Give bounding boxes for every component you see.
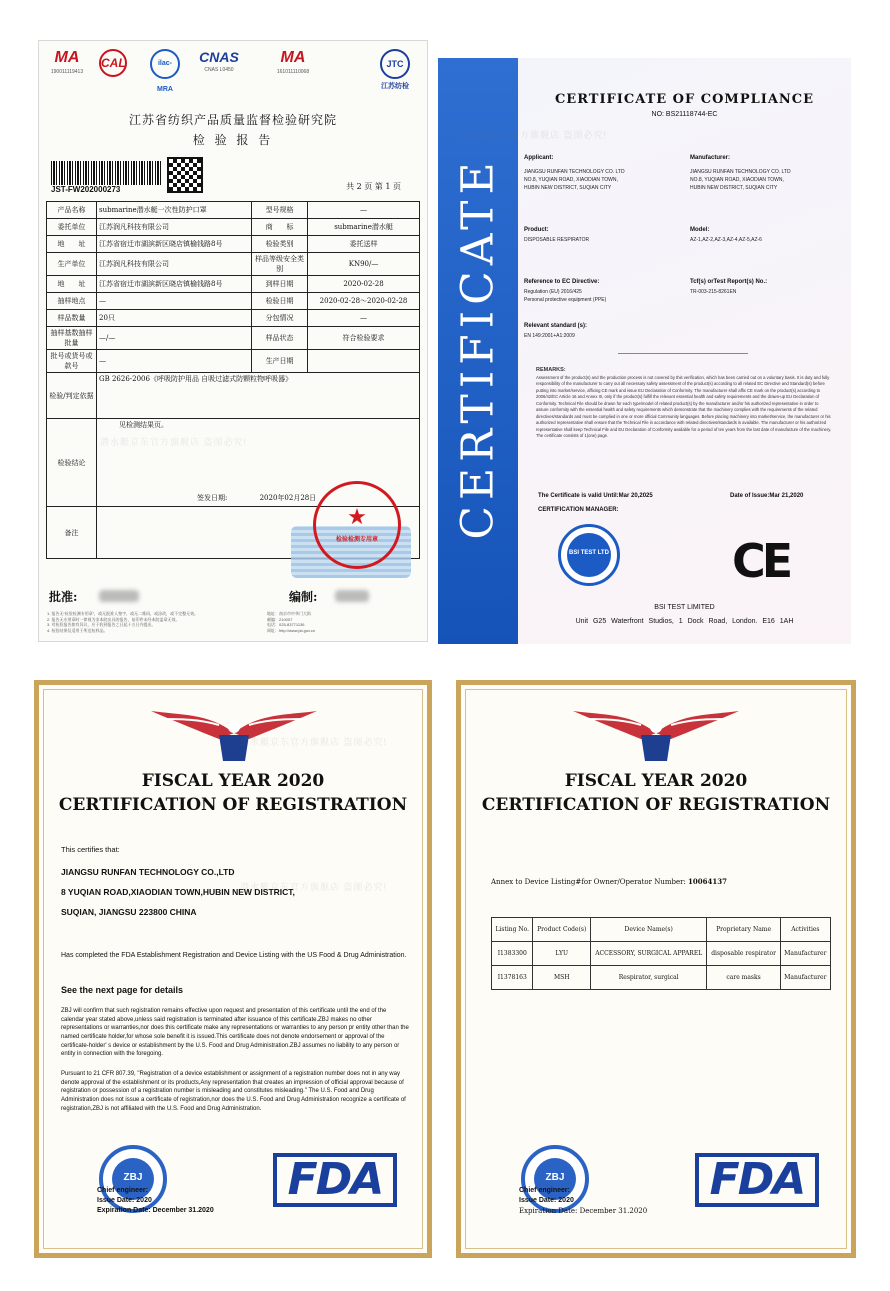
cell: ACCESSORY, SURGICAL APPAREL <box>590 942 706 966</box>
issue-date: Issue Date: 2020 <box>97 1197 152 1204</box>
owner-number: 10064137 <box>688 877 727 886</box>
model-block: Model: AZ-1,AZ-2,AZ-3,AZ-4,AZ-5,AZ-6 <box>690 227 762 243</box>
institute-name: 江苏省纺织产品质量监督检验研究院 <box>128 113 337 127</box>
blurred-signature-2 <box>335 590 369 602</box>
red-stamp: ★ 检验检测专用章 <box>313 481 401 569</box>
table-header-row <box>492 918 831 942</box>
issue-date: Issue Date: 2020 <box>519 1197 574 1204</box>
manager-label: CERTIFICATION MANAGER: <box>538 507 619 513</box>
issue-date: Date of Issue:Mar 21,2020 <box>730 493 804 499</box>
cell: disposable respirator <box>707 942 780 966</box>
ilac-logo: ilac-MRA <box>145 49 185 79</box>
table-row <box>47 310 420 327</box>
table-row <box>47 293 420 310</box>
valid-until: The Certificate is valid Until:Mar 20,2025 <box>538 493 653 499</box>
field-label: 样品等级安全类别 <box>252 253 308 276</box>
ce-title: CERTIFICATE OF COMPLIANCE <box>554 92 815 107</box>
sign-date: 2020年02月28日 <box>259 494 317 502</box>
field-value: 江苏润凡科技有限公司 <box>97 219 252 236</box>
cell: I1383300 <box>492 942 533 966</box>
see-next-page: See the next page for details <box>61 985 184 995</box>
zbj-seal: ZBJ <box>521 1145 589 1213</box>
field-value: 江苏省宿迁市湖滨新区晓店镇榆钱路8号 <box>97 236 252 253</box>
table-row <box>492 966 831 990</box>
test-report-block: Tcf(s) orTest Report(s) No.: TR-003-215-8261EN <box>690 279 768 295</box>
field-label: 产品名称 <box>47 202 97 219</box>
certificate-title: CERTIFICATION OF REGISTRATION <box>58 795 408 815</box>
cell: care masks <box>707 966 780 990</box>
field-value: submarine潜水艇 <box>308 219 420 236</box>
conclusion-label: 检验结论 <box>47 419 97 507</box>
field-value: KN90/— <box>308 253 420 276</box>
cal-logo: CAL <box>95 49 131 77</box>
ma-logo-2: MA 161011110068 <box>276 49 310 75</box>
col-activities: Activities <box>780 918 830 942</box>
field-value: — <box>308 310 420 327</box>
paragraph-1: ZBJ will confirm that such registration remains effective upon request and presentation of this certificate until the end of the calendar year stated above,unless said registration is terminated after issuance of this certificate.ZBJ makes no other representations or warranties,nor does this certificate make any representations or warranties to any person pr entity other than the named certificate holder,for whose sole benefit it is issued.This certificate does not denote endorsement or approval of the certificate-holder' s device or establishment by the U.S. Food and Drug Administration.ZBJ assumes no liability to any person or entity in connection with the foregoing. <box>61 1008 409 1058</box>
eagle-emblem <box>149 703 319 765</box>
engineer-label: Chief engineer: <box>519 1187 570 1194</box>
cell: MSH <box>533 966 590 990</box>
table-row <box>47 373 420 419</box>
field-label: 生产单位 <box>47 253 97 276</box>
approve-label: 批准: <box>49 590 78 604</box>
field-label: 分包情况 <box>252 310 308 327</box>
annex-line: Annex to Device Listing#for Owner/Operator Number: 10064137 <box>491 877 727 886</box>
manufacturer-block: Manufacturer: JIANGSU RUNFAN TECHNOLOGY CO. LTD NO.8, YUQIAN ROAD, XIAODIAN TOWN, HUBIN NEW DISTRICT, SUQIAN CITY <box>690 155 791 191</box>
field-value: 委托送样 <box>308 236 420 253</box>
table-row <box>492 942 831 966</box>
fda-certificate <box>34 680 432 1258</box>
col-product-code: Product Code(s) <box>533 918 590 942</box>
cell: Manufacturer <box>780 966 830 990</box>
accreditation-logos <box>47 49 421 97</box>
applicant-block: Applicant: JIANGSU RUNFAN TECHNOLOGY CO. LTD NO.8, YUQIAN ROAD, XIAODIAN TOWN, HUBIN NEW DISTRICT, SUQIAN CITY <box>524 155 625 191</box>
field-value: 江苏省宿迁市湖滨新区晓店镇榆钱路8号 <box>97 276 252 293</box>
table-row <box>47 350 420 373</box>
table-row <box>47 236 420 253</box>
conclusion-value: 见检测结果页。 <box>119 421 168 429</box>
field-label: 检验类别 <box>252 236 308 253</box>
field-value: 20只 <box>97 310 252 327</box>
company-address-1: 8 YUQIAN ROAD,XIAODIAN TOWN,HUBIN NEW DISTRICT, <box>61 887 295 897</box>
edit-label: 编制: <box>289 590 318 604</box>
report-number: JST-FW202000273 <box>51 185 121 194</box>
directive-block: Reference to EC Directive: Regulation (EU) 2016/425 Personal protective equipment (PPE) <box>524 279 607 303</box>
remark-label: 备注 <box>47 507 97 559</box>
lab-name: BSI TEST LIMITED <box>654 604 715 611</box>
bsi-seal: BSI TEST LTD <box>558 524 620 586</box>
device-listing-table <box>491 917 831 990</box>
field-value: —/— <box>97 327 252 350</box>
product-block: Product: DISPOSABLE RESPIRATOR <box>524 227 590 243</box>
basis-value: GB 2626-2006《呼吸防护用品 自吸过滤式防颗粒物呼吸器》 <box>97 373 420 419</box>
ce-mark: CE <box>732 534 790 588</box>
table-row <box>47 253 420 276</box>
cell: LYU <box>533 942 590 966</box>
field-label: 批号或货号或款号 <box>47 350 97 373</box>
field-label: 生产日期 <box>252 350 308 373</box>
field-value: — <box>97 350 252 373</box>
field-label: 地 址 <box>47 236 97 253</box>
field-label: 地 址 <box>47 276 97 293</box>
cell: Manufacturer <box>780 942 830 966</box>
barcode <box>51 161 161 185</box>
field-value: — <box>308 202 420 219</box>
cnas-logo: CNAS CNAS L0450 <box>199 49 239 73</box>
field-value: submarine潜水艇一次性防护口罩 <box>97 202 252 219</box>
basis-label: 检验/判定依据 <box>47 373 97 419</box>
test-report-document <box>38 40 428 642</box>
company-name: JIANGSU RUNFAN TECHNOLOGY CO.,LTD <box>61 867 235 877</box>
report-footer: 1. 报告无“检验检测专用章”，或无批准人签字，或无二维码，或涂改，或不完整无效。 2. 报告无专用章时一律视为非本院出具的报告，复印件未经本院盖章无效。 3. 对检验报告如有异议，应于收到报告之日起十五日内提出。 4. 检验结果仅适用于所送检样品。 地址：南京市中华门大街 邮编：210007 电话：025-83771136 网址：http://www.jst.gov.cn <box>47 611 316 633</box>
expiration-date: Expiration Date: December 31.2020 <box>519 1207 648 1215</box>
paragraph-2: Pursuant to 21 CFR 807.39, "Registration of a device establishment or assignment of a registration number does not in any way denote approval of the establishment or its products,Any representation that creates an impression of official approval because of registration or possession of a registration number is misleading and constitutes misleading." The U.S. Food and Drug Administration does not issue a certificate of registration,nor does the U.S. Food and Drug Administration recognize a certificate of registration,ZBJ is not affiliated with the U.S. Food and Drug Administration. <box>61 1071 406 1112</box>
table-row <box>47 219 420 236</box>
field-value: 2020-02-28～2020-02-28 <box>308 293 420 310</box>
field-label: 抽样基数抽样批量 <box>47 327 97 350</box>
cell: I1378163 <box>492 966 533 990</box>
ma-logo: MA 190011119413 <box>50 49 84 75</box>
company-address-2: SUQIAN, JIANGSU 223800 CHINA <box>61 907 197 917</box>
engineer-label: Chief engineer: <box>97 1187 148 1194</box>
lab-address: Unit G25 Waterfront Studios, 1 Dock Road, London. E16 1AH <box>575 618 794 625</box>
ce-number: NO: BS21118744-EC <box>651 111 718 118</box>
blue-side-bar <box>438 58 518 644</box>
field-label: 型号规格 <box>252 202 308 219</box>
jtc-logo: JTC 江苏纺检 <box>373 49 417 91</box>
certifies-text: This certifies that: <box>61 845 120 854</box>
ce-certificate <box>438 58 851 644</box>
field-value: 符合检验要求 <box>308 327 420 350</box>
blurred-signature <box>99 590 139 602</box>
fda-logo: FDA <box>273 1153 397 1207</box>
col-proprietary-name: Proprietary Name <box>707 918 780 942</box>
standard-block: Relevant standard (s): EN 149:2001+A1:2009 <box>524 323 588 339</box>
qr-code <box>167 157 203 193</box>
fiscal-year: FISCAL YEAR 2020 <box>141 771 325 791</box>
table-row <box>47 276 420 293</box>
report-type: 检 验 报 告 <box>192 133 274 147</box>
sign-date-label: 签发日期: <box>197 494 228 502</box>
field-label: 样品数量 <box>47 310 97 327</box>
divider <box>618 353 748 354</box>
table-row <box>47 327 420 350</box>
field-label: 商 标 <box>252 219 308 236</box>
expiration-date: Expiration Date: December 31.2020 <box>97 1207 214 1214</box>
remarks-block: REMARKS: Assessment of the product(s) and the production process is not covered by this verification, which has been carried out on a voluntary basis. It is duty and fully responsibility of the manufacturer to carry out all necessary safety assessment of the product(s) according to all related EC Directive and Standard(s) before putting into market/service, affixing CE mark and issue EU Declaration of Conformity. The manufacturer shall affix CE mark on the product(s) according to 2006/42/EC Article 16 and Annex III, only if the product(s) fulfill the relevant essential health and safety requirements and the drawn-up EU Declaration of Conformity. Technical File should be drawn for each type/model of related product(s) by the manufacturer and/or his authorized representative in order to assure conformity with the essential health and safety requirements which demonstrate that the machinery complies with the requirements of the related directives/standards and must be complied in one or more official Community languages. Before placing machinery into market/service, the manufacturer or his authorized representative shall ensure that the Technical File in accordance with related directives/standards is available. The manufacturer or his authorized representative shall keep Technical File and EU Declaration of Conformity available for a period of ten years from the last date of manufacture of the machinery. The certificate consists of 1(one) page. <box>536 367 832 439</box>
eagle-emblem <box>571 703 741 765</box>
col-device-name: Device Name(s) <box>590 918 706 942</box>
field-value: — <box>97 293 252 310</box>
zbj-seal: ZBJ <box>99 1145 167 1213</box>
page-info: 共 2 页 第 1 页 <box>346 182 401 191</box>
fiscal-year: FISCAL YEAR 2020 <box>564 771 748 791</box>
table-row <box>47 202 420 219</box>
certificate-title: CERTIFICATION OF REGISTRATION <box>481 795 831 815</box>
side-word: CERTIFICATE <box>452 156 504 540</box>
field-label: 到样日期 <box>252 276 308 293</box>
field-value: 江苏润凡科技有限公司 <box>97 253 252 276</box>
col-listing-no: Listing No. <box>492 918 533 942</box>
fda-logo: FDA <box>695 1153 819 1207</box>
fda-annex-certificate <box>456 680 856 1258</box>
field-label: 委托单位 <box>47 219 97 236</box>
field-value <box>308 350 420 373</box>
completed-text: Has completed the FDA Establishment Registration and Device Listing with the US Food & Drug Administration. <box>61 952 407 959</box>
field-label: 样品状态 <box>252 327 308 350</box>
field-label: 检验日期 <box>252 293 308 310</box>
cell: Respirator, surgical <box>590 966 706 990</box>
field-label: 抽样地点 <box>47 293 97 310</box>
field-value: 2020-02-28 <box>308 276 420 293</box>
